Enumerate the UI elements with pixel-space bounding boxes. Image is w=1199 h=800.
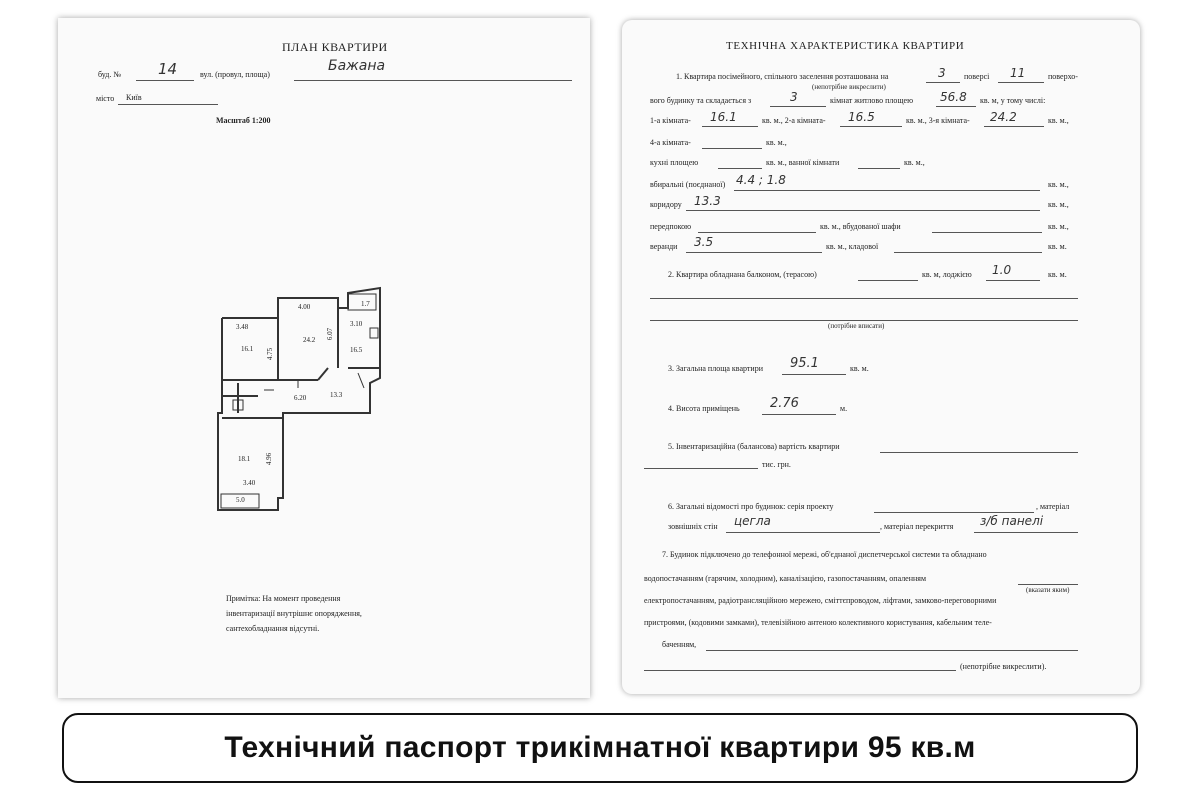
caption-box <box>62 713 1138 783</box>
plan-balcony-label: 1.7 <box>361 300 370 308</box>
toilet-value: 4.4 ; 1.8 <box>736 173 786 187</box>
plan-area-label: 16.1 <box>241 345 254 353</box>
plan-dim-label: 4.00 <box>298 303 311 311</box>
form-text: вбиральні (поєднаної) <box>650 180 726 189</box>
right-document-page <box>622 20 1140 694</box>
form-text: коридору <box>650 200 682 209</box>
plan-area-label: 24.2 <box>303 336 316 344</box>
bud-value: 14 <box>158 60 178 78</box>
form-text: 1. Квартира посімейного, спільного заселення розташована на <box>676 72 889 81</box>
city-label: місто <box>96 94 115 103</box>
caption-text: Технічний паспорт трикімнатної квартири 95 кв.м <box>224 731 976 764</box>
total-area-value: 95.1 <box>790 356 819 371</box>
form-text: кв. м. <box>1048 270 1067 279</box>
plan-dim-label: 3.40 <box>243 479 256 487</box>
form-text: кв. м., <box>1048 200 1069 209</box>
living-area-value: 56.8 <box>940 90 967 104</box>
plan-area-label: 13.3 <box>330 391 343 399</box>
veranda-value: 3.5 <box>694 235 714 249</box>
plan-dim-label: 3.48 <box>236 323 249 331</box>
form-text: кв. м., кладової <box>826 242 879 251</box>
form-text: 2. Квартира обладнана балконом, (терасою) <box>668 270 817 279</box>
form-text: 3. Загальна площа квартири <box>668 364 763 373</box>
form-text: кв. м. <box>850 364 869 373</box>
note-line: Примітка: На момент проведення <box>226 594 341 603</box>
form-text: кв. м., вбудованої шафи <box>820 222 901 231</box>
room3-value: 24.2 <box>990 110 1017 124</box>
note-line: сантехобладнання відсутні. <box>226 624 320 633</box>
plan-balcony-label: 5.0 <box>236 496 245 504</box>
form-text: передпокою <box>650 222 692 231</box>
rooms-value: 3 <box>790 90 798 104</box>
form-text: поверхо- <box>1048 72 1078 81</box>
total-floors-value: 11 <box>1010 66 1026 80</box>
form-text: , матеріал <box>1036 502 1070 511</box>
plan-dim-label: 3.10 <box>350 320 363 328</box>
street-value: Бажана <box>328 58 386 74</box>
form-text: тис. грн. <box>762 460 791 469</box>
form-text: кімнат житлово площею <box>830 96 914 105</box>
form-hint: (потрібне вписати) <box>828 322 885 330</box>
corridor-value: 13.3 <box>694 194 721 208</box>
plan-dim-label: 4.75 <box>266 347 275 361</box>
form-text: 1-а кімната- <box>650 116 691 125</box>
plan-area-label: 18.1 <box>238 455 251 463</box>
form-hint: (непотрібне викреслити). <box>960 662 1047 671</box>
tech-title: ТЕХНІЧНА ХАРАКТЕРИСТИКА КВАРТИРИ <box>726 40 965 52</box>
wall-material-value: цегла <box>734 514 771 528</box>
form-text: кв. м., 2-а кімната- <box>762 116 826 125</box>
plan-dim-label: 6.20 <box>294 394 307 402</box>
form-text: зовнішніх стін <box>668 522 718 531</box>
form-text: кв. м., <box>1048 222 1069 231</box>
form-text: кв. м., <box>1048 116 1069 125</box>
room2-value: 16.5 <box>848 110 875 124</box>
note-line: інвентаризації внутрішнє опорядження, <box>226 609 362 618</box>
form-text: веранди <box>650 242 678 251</box>
scale-label: Масштаб 1:200 <box>216 116 271 125</box>
plan-title: ПЛАН КВАРТИРИ <box>282 40 388 54</box>
plan-area-label: 16.5 <box>350 346 363 354</box>
form-text: кв. м. <box>1048 242 1067 251</box>
left-document-page <box>58 18 590 698</box>
form-text: 7. Будинок підключено до телефонної мережі, об'єднаної диспетчерської системи та обладнано <box>662 550 987 559</box>
form-text: 6. Загальні відомості про будинок: серія проекту <box>668 502 834 511</box>
form-text: поверсі <box>964 72 990 81</box>
room1-value: 16.1 <box>710 110 737 124</box>
street-label: вул. (провул, площа) <box>200 70 270 79</box>
form-hint: (вказати яким) <box>1026 586 1070 594</box>
floor-value: 3 <box>938 66 946 80</box>
form-text: 5. Інвентаризаційна (балансова) вартість квартири <box>668 442 840 451</box>
form-text: водопостачанням (гарячим, холодним), каналізацією, газопостачанням, опаленням <box>644 574 927 583</box>
form-text: вого будинку та складається з <box>650 96 752 105</box>
form-text: , матеріал перекриття <box>880 522 954 531</box>
plan-dim-label: 4.96 <box>265 452 274 466</box>
plan-dim-label: 6.07 <box>326 327 335 341</box>
form-text: кв. м., 3-я кімната- <box>906 116 970 125</box>
form-text: 4. Висота приміщень <box>668 404 740 413</box>
form-hint: (непотрібне викреслити) <box>812 83 886 91</box>
form-text: пристроями, (кодовими замками), телевізійною антеною колективного користування, кабельним теле- <box>644 618 992 627</box>
ceiling-height-value: 2.76 <box>770 396 799 411</box>
form-text: кв. м., <box>1048 180 1069 189</box>
loggia-value: 1.0 <box>992 263 1012 277</box>
floor-material-value: з/б панелі <box>980 514 1044 528</box>
city-value: Київ <box>126 93 142 102</box>
form-text: кв. м., <box>766 138 787 147</box>
form-text: кв. м, лоджією <box>922 270 972 279</box>
form-text: 4-а кімната- <box>650 138 691 147</box>
form-text: кв. м., <box>904 158 925 167</box>
form-text: баченням, <box>662 640 697 649</box>
bud-label: буд. № <box>98 70 121 79</box>
form-text: кухні площею <box>650 158 699 167</box>
form-text: кв. м., ванної кімнати <box>766 158 840 167</box>
form-text: кв. м, у тому числі: <box>980 96 1046 105</box>
form-text: електропостачанням, радіотрансляційною мережею, сміттєпроводом, ліфтами, замково-переговорними <box>644 596 997 605</box>
form-text: м. <box>840 404 848 413</box>
